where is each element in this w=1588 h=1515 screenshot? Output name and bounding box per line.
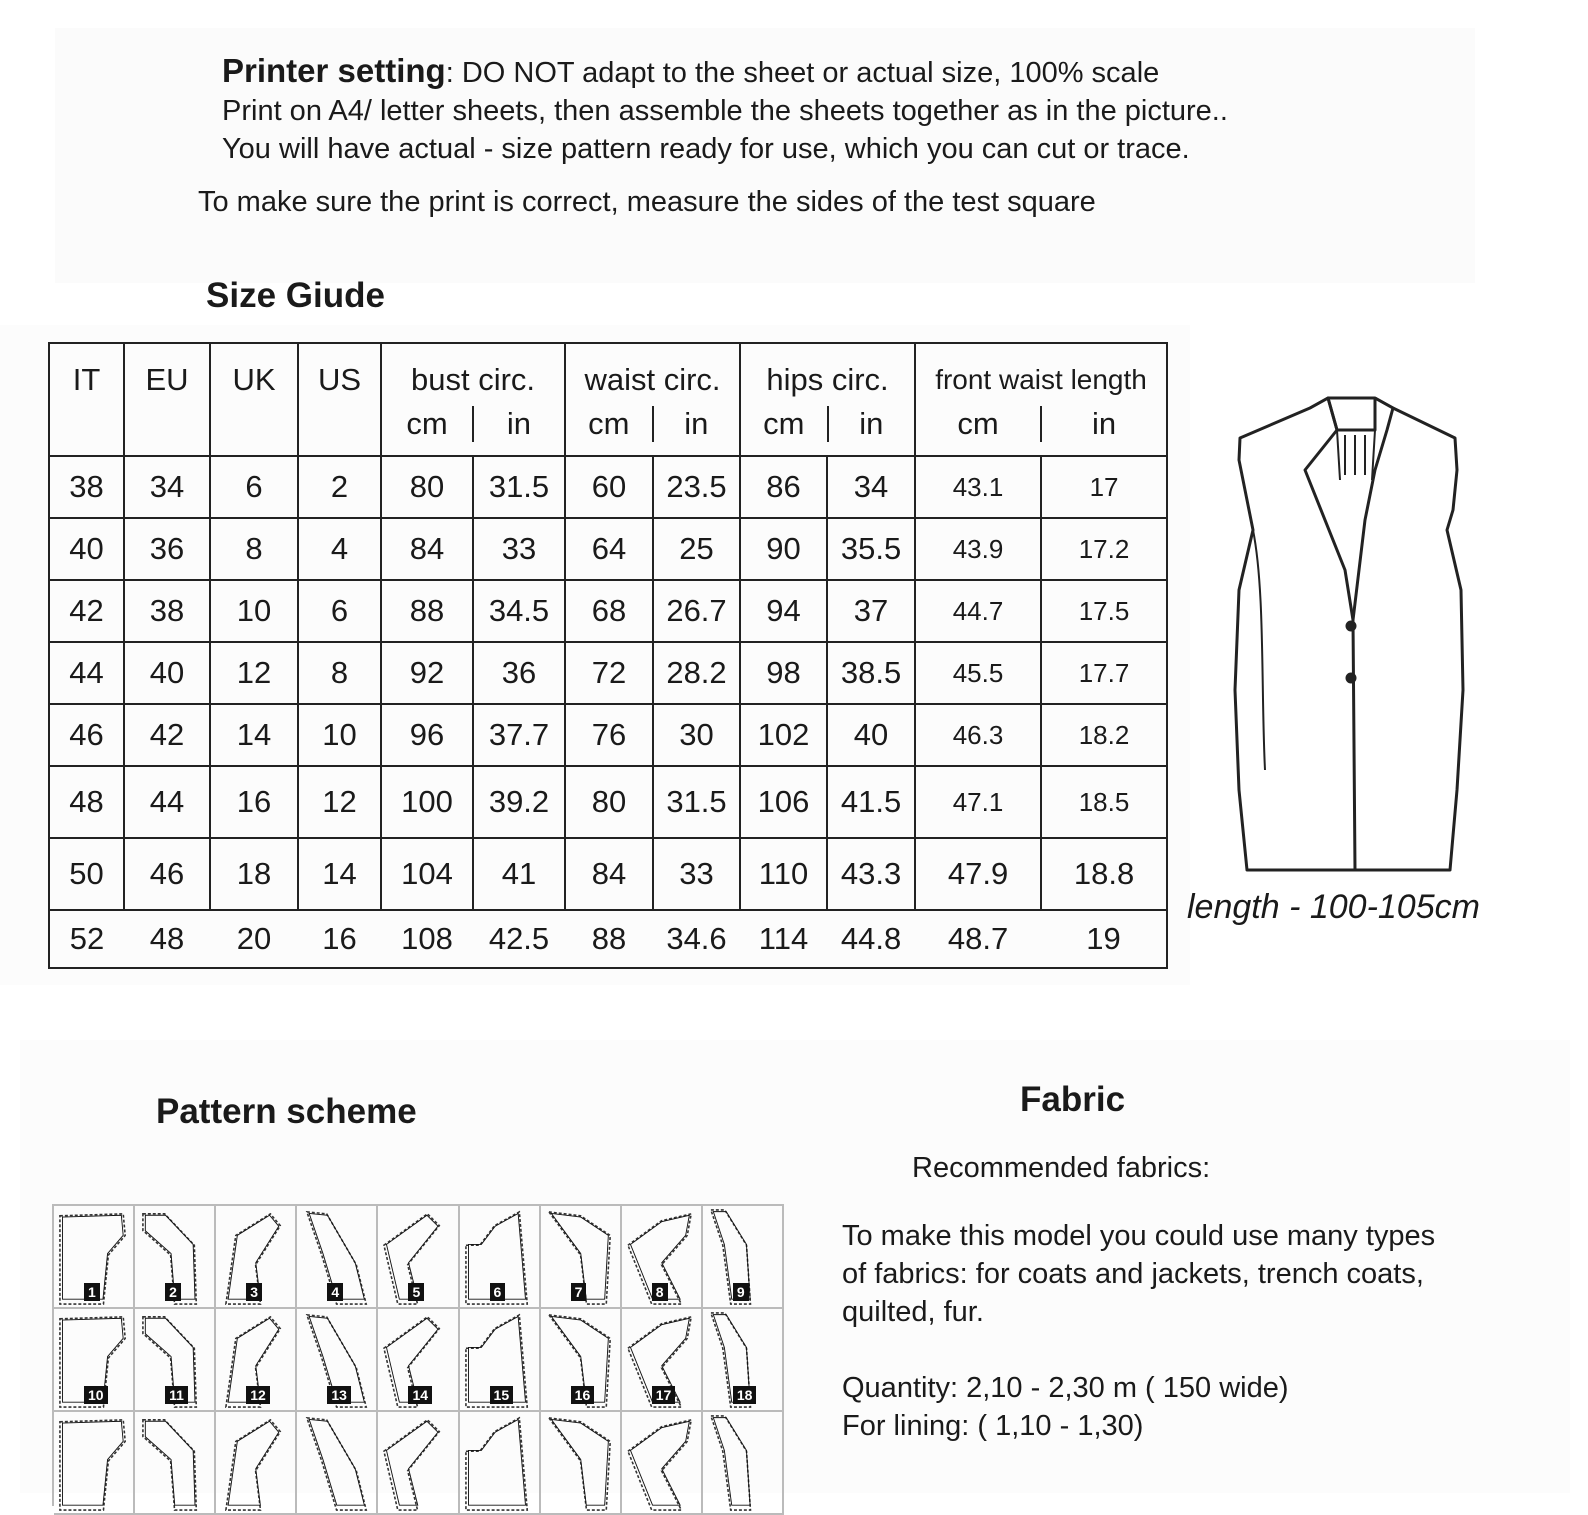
size-cell-bust-in: 42.5: [473, 910, 565, 968]
header-waist: [565, 343, 740, 456]
size-row: [49, 456, 1167, 518]
size-cell-uk: 14: [210, 704, 298, 766]
size-row: [49, 518, 1167, 580]
size-cell-it: 52: [49, 910, 124, 968]
pattern-tile-number: 14: [408, 1386, 432, 1404]
fabric-desc-line: of fabrics: for coats and jackets, trench coats,: [842, 1258, 1424, 1290]
printer-setting-title: Printer setting: [222, 52, 446, 89]
pattern-tile: [460, 1412, 541, 1515]
size-cell-it: 38: [49, 456, 124, 518]
pattern-tile: [135, 1412, 216, 1515]
size-cell-bust-cm: 84: [381, 518, 473, 580]
header-hips: [740, 343, 915, 456]
size-row: [49, 642, 1167, 704]
size-cell-bust-cm: 80: [381, 456, 473, 518]
size-cell-bust-cm: 104: [381, 838, 473, 910]
size-cell-uk: 12: [210, 642, 298, 704]
size-cell-bust-in: 36: [473, 642, 565, 704]
header-front-in: in: [1091, 406, 1117, 441]
size-cell-hips-in: 37: [827, 580, 915, 642]
lining-quantity-value: For lining: ( 1,10 - 1,30): [842, 1410, 1144, 1442]
size-cell-waist-cm: 64: [565, 518, 653, 580]
size-cell-us: 14: [298, 838, 381, 910]
size-cell-front-in: 17.2: [1041, 518, 1167, 580]
recommended-fabrics-label: Recommended fabrics:: [912, 1152, 1211, 1184]
pattern-tile-number: 13: [327, 1386, 351, 1404]
size-row: [49, 704, 1167, 766]
size-cell-eu: 42: [124, 704, 210, 766]
header-bust-in: in: [506, 406, 532, 441]
header-bust: [381, 343, 565, 456]
size-cell-front-cm: 47.1: [915, 766, 1041, 838]
pattern-tile: [135, 1206, 216, 1309]
size-cell-eu: 36: [124, 518, 210, 580]
size-cell-hips-in: 35.5: [827, 518, 915, 580]
header-uk: UK: [210, 343, 298, 456]
size-cell-eu: 40: [124, 642, 210, 704]
size-cell-uk: 18: [210, 838, 298, 910]
size-cell-bust-in: 31.5: [473, 456, 565, 518]
pattern-piece-drawing: [378, 1412, 457, 1513]
pattern-tile-number: 17: [652, 1386, 676, 1404]
pattern-tile-number: 6: [490, 1283, 506, 1301]
pattern-tile-number: 1: [84, 1283, 100, 1301]
size-cell-us: 16: [298, 910, 381, 968]
vest-side-seam: [1253, 530, 1265, 770]
header-front-cm: cm: [916, 406, 1042, 442]
pattern-tile: [54, 1412, 135, 1515]
pattern-tile-number: 4: [327, 1283, 343, 1301]
pattern-tile: [378, 1206, 459, 1309]
size-cell-it: 42: [49, 580, 124, 642]
pattern-tile-number: 15: [490, 1386, 514, 1404]
pattern-tile: [460, 1206, 541, 1309]
size-cell-waist-in: 28.2: [653, 642, 740, 704]
pattern-tile: [622, 1412, 703, 1515]
size-table-header: [49, 343, 1167, 456]
size-cell-it: 40: [49, 518, 124, 580]
pattern-tile: [460, 1309, 541, 1412]
pattern-tile-number: 5: [408, 1283, 424, 1301]
size-cell-bust-cm: 96: [381, 704, 473, 766]
size-cell-it: 50: [49, 838, 124, 910]
size-cell-uk: 8: [210, 518, 298, 580]
size-cell-hips-cm: 102: [740, 704, 827, 766]
size-cell-waist-in: 34.6: [653, 910, 740, 968]
pattern-tile-number: 8: [652, 1283, 668, 1301]
vest-left-lapel: [1305, 398, 1355, 870]
size-cell-hips-in: 40: [827, 704, 915, 766]
fabric-desc-line: quilted, fur.: [842, 1296, 984, 1328]
size-cell-it: 46: [49, 704, 124, 766]
pattern-tile-number: 11: [165, 1386, 188, 1404]
size-cell-us: 4: [298, 518, 381, 580]
size-cell-bust-in: 41: [473, 838, 565, 910]
pattern-piece-drawing: [54, 1412, 133, 1513]
header-bust-label: bust circ.: [410, 362, 536, 397]
size-cell-hips-cm: 114: [740, 910, 827, 968]
header-it: IT: [49, 343, 124, 456]
size-cell-front-cm: 48.7: [915, 910, 1041, 968]
size-cell-waist-in: 31.5: [653, 766, 740, 838]
size-cell-waist-cm: 72: [565, 642, 653, 704]
header-front-waist: [915, 343, 1167, 456]
size-cell-it: 48: [49, 766, 124, 838]
size-cell-hips-in: 41.5: [827, 766, 915, 838]
size-cell-hips-cm: 90: [740, 518, 827, 580]
pattern-piece-drawing: [703, 1412, 782, 1513]
pattern-tile-number: 10: [84, 1386, 108, 1404]
size-cell-front-cm: 43.1: [915, 456, 1041, 518]
pattern-tile: [703, 1412, 784, 1515]
size-cell-us: 12: [298, 766, 381, 838]
size-table: [48, 342, 1168, 969]
pattern-piece-drawing: [622, 1412, 701, 1513]
header-hips-cm: cm: [741, 406, 829, 442]
size-cell-uk: 20: [210, 910, 298, 968]
size-cell-us: 6: [298, 580, 381, 642]
header-hips-label: hips circ.: [766, 362, 889, 397]
size-cell-bust-cm: 88: [381, 580, 473, 642]
size-cell-waist-in: 25: [653, 518, 740, 580]
size-cell-front-cm: 44.7: [915, 580, 1041, 642]
size-cell-waist-cm: 60: [565, 456, 653, 518]
size-cell-waist-in: 23.5: [653, 456, 740, 518]
size-cell-eu: 44: [124, 766, 210, 838]
vest-illustration: [1225, 390, 1475, 880]
header-waist-label: waist circ.: [584, 362, 721, 397]
header-us: US: [298, 343, 381, 456]
pattern-piece-drawing: [460, 1412, 539, 1513]
pattern-tile: [297, 1206, 378, 1309]
size-cell-bust-in: 34.5: [473, 580, 565, 642]
size-cell-us: 8: [298, 642, 381, 704]
pattern-tile-number: 9: [733, 1283, 749, 1301]
size-cell-waist-cm: 76: [565, 704, 653, 766]
size-row: [49, 766, 1167, 838]
size-cell-uk: 6: [210, 456, 298, 518]
vest-button: [1347, 674, 1355, 682]
pattern-tile: [216, 1412, 297, 1515]
header-eu: EU: [124, 343, 210, 456]
pattern-tile-number: 3: [246, 1283, 262, 1301]
size-cell-hips-cm: 106: [740, 766, 827, 838]
size-cell-hips-in: 34: [827, 456, 915, 518]
header-front-label: front waist length: [935, 364, 1147, 395]
size-cell-eu: 48: [124, 910, 210, 968]
size-row: [49, 910, 1167, 968]
pattern-tile: [54, 1309, 135, 1412]
size-cell-us: 10: [298, 704, 381, 766]
pattern-tile: [135, 1309, 216, 1412]
size-cell-waist-in: 26.7: [653, 580, 740, 642]
size-cell-front-in: 17.7: [1041, 642, 1167, 704]
printer-setting-rule: : DO NOT adapt to the sheet or actual size, 100% scale: [445, 57, 1160, 89]
pattern-tile: [703, 1309, 784, 1412]
printer-settings: [222, 52, 1228, 168]
fabric-description: [842, 1217, 1435, 1331]
size-cell-waist-in: 30: [653, 704, 740, 766]
size-row: [49, 580, 1167, 642]
size-cell-hips-in: 44.8: [827, 910, 915, 968]
size-cell-hips-in: 38.5: [827, 642, 915, 704]
pattern-grid: [52, 1204, 784, 1506]
header-hips-in: in: [859, 406, 884, 441]
fabric-desc-line: To make this model you could use many types: [842, 1220, 1436, 1252]
size-cell-waist-in: 33: [653, 838, 740, 910]
pattern-tile: [378, 1412, 459, 1515]
pattern-tile: [297, 1309, 378, 1412]
pattern-piece-drawing: [541, 1412, 620, 1513]
size-cell-bust-cm: 100: [381, 766, 473, 838]
pattern-piece-drawing: [297, 1412, 376, 1513]
size-cell-bust-cm: 92: [381, 642, 473, 704]
pattern-tile-number: 18: [733, 1386, 757, 1404]
pattern-piece-drawing: [216, 1412, 295, 1513]
size-cell-hips-cm: 98: [740, 642, 827, 704]
size-cell-front-cm: 45.5: [915, 642, 1041, 704]
fabric-title: Fabric: [1020, 1080, 1126, 1119]
vest-collar-lines: [1337, 430, 1375, 480]
pattern-tile-number: 12: [246, 1386, 270, 1404]
size-cell-eu: 38: [124, 580, 210, 642]
garment-length-label: length - 100-105cm: [1187, 888, 1480, 926]
pattern-tile: [541, 1206, 622, 1309]
vest-button: [1347, 622, 1355, 630]
pattern-tile-number: 16: [571, 1386, 595, 1404]
pattern-tile: [541, 1412, 622, 1515]
size-row: [49, 838, 1167, 910]
size-cell-eu: 46: [124, 838, 210, 910]
size-cell-it: 44: [49, 642, 124, 704]
pattern-scheme-title: Pattern scheme: [156, 1092, 417, 1131]
pattern-tile: [216, 1309, 297, 1412]
pattern-tile: [297, 1412, 378, 1515]
pattern-tile: [541, 1309, 622, 1412]
test-square-note: To make sure the print is correct, measure the sides of the test square: [198, 186, 1096, 218]
pattern-tile: [378, 1309, 459, 1412]
pattern-tile: [54, 1206, 135, 1309]
fabric-quantity: [842, 1369, 1289, 1445]
size-cell-hips-cm: 94: [740, 580, 827, 642]
size-cell-hips-cm: 86: [740, 456, 827, 518]
size-cell-bust-in: 37.7: [473, 704, 565, 766]
pattern-tile: [703, 1206, 784, 1309]
size-cell-bust-in: 39.2: [473, 766, 565, 838]
size-cell-waist-cm: 88: [565, 910, 653, 968]
size-cell-waist-cm: 68: [565, 580, 653, 642]
size-cell-front-in: 18.8: [1041, 838, 1167, 910]
size-cell-front-in: 17.5: [1041, 580, 1167, 642]
pattern-tile-number: 7: [571, 1283, 587, 1301]
pattern-tile: [622, 1309, 703, 1412]
pattern-tile: [216, 1206, 297, 1309]
size-cell-front-in: 18.5: [1041, 766, 1167, 838]
vest-collar: [1328, 398, 1375, 430]
size-cell-us: 2: [298, 456, 381, 518]
pattern-piece-drawing: [135, 1412, 214, 1513]
pattern-tile-number: 2: [165, 1283, 181, 1301]
pattern-tile: [622, 1206, 703, 1309]
size-cell-front-in: 19: [1041, 910, 1167, 968]
size-cell-uk: 10: [210, 580, 298, 642]
size-cell-bust-cm: 108: [381, 910, 473, 968]
size-cell-eu: 34: [124, 456, 210, 518]
vest-outline: [1235, 398, 1463, 870]
size-cell-front-cm: 46.3: [915, 704, 1041, 766]
size-cell-front-cm: 43.9: [915, 518, 1041, 580]
size-cell-uk: 16: [210, 766, 298, 838]
size-cell-hips-cm: 110: [740, 838, 827, 910]
size-cell-waist-cm: 80: [565, 766, 653, 838]
size-cell-bust-in: 33: [473, 518, 565, 580]
size-guide-title: Size Giude: [206, 276, 385, 315]
printer-instruction-2: Print on A4/ letter sheets, then assemble the sheets together as in the picture..: [222, 95, 1228, 127]
header-bust-cm: cm: [382, 406, 474, 442]
printer-instruction-3: You will have actual - size pattern ready for use, which you can cut or trace.: [222, 133, 1190, 165]
header-waist-cm: cm: [566, 406, 654, 442]
size-cell-front-in: 18.2: [1041, 704, 1167, 766]
size-cell-front-in: 17: [1041, 456, 1167, 518]
fabric-quantity-value: Quantity: 2,10 - 2,30 m ( 150 wide): [842, 1372, 1289, 1404]
size-cell-waist-cm: 84: [565, 838, 653, 910]
header-waist-in: in: [684, 406, 709, 441]
size-cell-front-cm: 47.9: [915, 838, 1041, 910]
size-cell-hips-in: 43.3: [827, 838, 915, 910]
